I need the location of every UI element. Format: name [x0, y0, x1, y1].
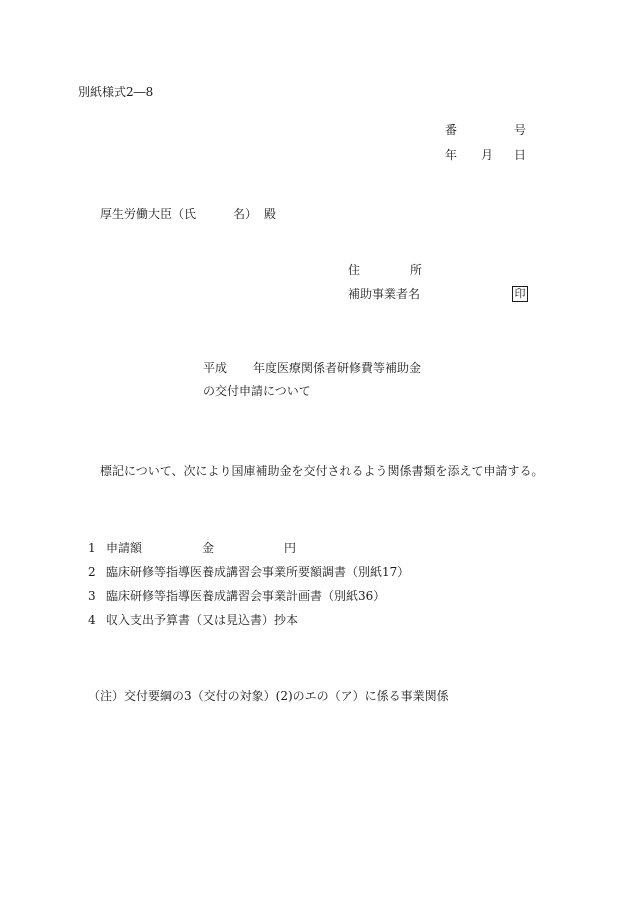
- address-label-a: 住: [348, 263, 361, 277]
- number-suffix: 号: [514, 123, 527, 137]
- item-2-number: 2: [88, 565, 96, 579]
- item-1-label: 申請額: [106, 541, 143, 555]
- subject-line1: 年度医療関係者研修費等補助金: [253, 361, 422, 375]
- date-day: 日: [514, 148, 527, 162]
- seal-icon: 印: [512, 286, 528, 302]
- item-1-kin: 金: [202, 541, 215, 555]
- date-month: 月: [481, 148, 494, 162]
- body-text: 標記について、次により国庫補助金を交付されるよう関係書類を添えて申請する。: [100, 464, 544, 478]
- addressee-honorific: 殿: [264, 207, 277, 221]
- subject-line2: の交付申請について: [203, 384, 311, 398]
- item-4-number: 4: [88, 613, 96, 627]
- item-1-yen: 円: [284, 541, 297, 555]
- item-3-text: 臨床研修等指導医養成講習会事業計画書（別紙36）: [106, 589, 386, 603]
- subject-era: 平成: [203, 361, 228, 375]
- note-text: 交付要綱の3（交付の対象）(2)のエの（ア）に係る事業関係: [124, 689, 449, 703]
- applicant-name-label: 補助事業者名: [348, 287, 421, 301]
- item-1-number: 1: [88, 541, 96, 555]
- addressee-mid: 名）: [233, 207, 258, 221]
- addressee-prefix: 厚生労働大臣（氏: [100, 207, 197, 221]
- seal-mark: [512, 285, 528, 302]
- date-year: 年: [445, 148, 458, 162]
- note-label: （注）: [88, 689, 125, 703]
- item-4-text: 収入支出予算書（又は見込書）抄本: [106, 613, 299, 627]
- item-3-number: 3: [88, 589, 96, 603]
- address-label-b: 所: [410, 263, 423, 277]
- number-label: 番: [445, 123, 458, 137]
- form-code: 別紙様式2―8: [78, 85, 154, 99]
- item-2-text: 臨床研修等指導医養成講習会事業所要額調書（別紙17）: [106, 565, 410, 579]
